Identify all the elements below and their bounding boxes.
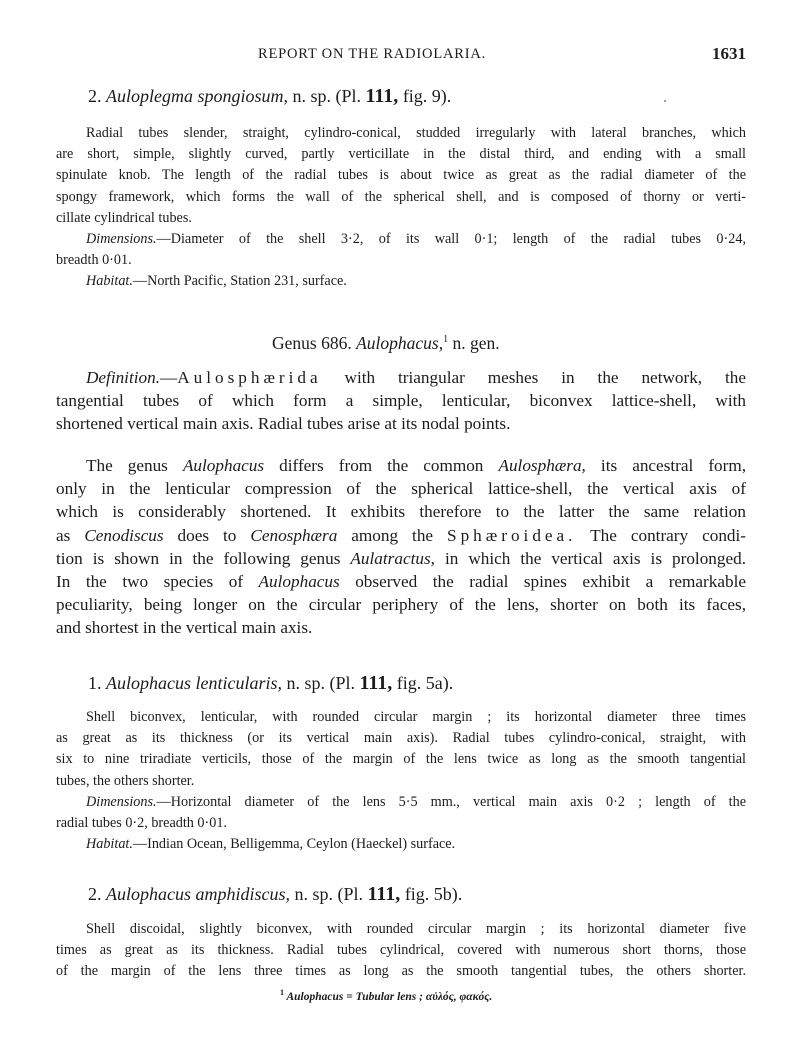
page-number: 1631 xyxy=(712,44,746,63)
species-description-lenticularis: Shell biconvex, lenticular, with rounded circular margin ; its horizontal diameter three times as great as its thickness (or its vertical main axis). Radial tubes cylindro-conical, straight, with six to nine triradiate verticils, those of the margin of the lens twice as long as the smooth tangential tubes, the others shorter. Dimensions.—Horizontal diameter of the lens 5·5 mm., vertical main axis 0·2 ; length of the radial tubes 0·2, breadth 0·01. Habitat.—Indian Ocean, Belligemma, Ceylon (Haeckel) surface. xyxy=(56,707,746,855)
plate-number: 111, xyxy=(359,672,393,694)
dimensions-line: Dimensions.—Diameter of the shell 3·2, of its wall 0·1; length of the radial tubes 0·24, xyxy=(86,231,746,248)
genus-discussion: The genus Aulophacus differs from the common Aulosphæra, its ancestral form, only in the lenticular compression of the spherical lattice-shell, the vertical axis of which is considerably shortened. It exhibits therefore to the latter the same relation as Cenodiscus does to Cenosphæra among the Sphæroidea. The contrary condi- tion is shown in the following genus Aulatractus, in which the vertical axis is prolonged. In the two species of Aulophacus observed the radial spines exhibit a remarkable peculiarity, being longer on the circular periphery of the lens, shorter on both its faces, and shortest in the vertical main axis. xyxy=(56,456,747,638)
species-description-amphidiscus: Shell discoidal, slightly biconvex, with rounded circular margin ; its horizontal diameter five times as great as its thickness. Radial tubes cylindrical, covered with numerous short thorns, those of the margin of the lens three times as long as the smooth tangential tubes, the others shorter. xyxy=(56,921,746,980)
dimensions-line: Dimensions.—Horizontal diameter of the lens 5·5 mm., vertical main axis 0·2 ; length of the xyxy=(86,793,746,810)
footnote-marker: 1 xyxy=(443,334,449,346)
species-heading-lenticularis: 1. Aulophacus lenticularis, n. sp. (Pl. 111, fig. 5a). xyxy=(88,672,454,694)
species-description-auloplegma: Radial tubes slender, straight, cylindro-conical, studded irregularly with lateral branches, which are short, simple, slightly curved, partly verticillate in the distal third, and ending with a small spinulate knob. The length of the radial tubes is about twice as great as the radial diameter of the spongy framework, which forms the wall of the spherical shell, and is composed of thorny or verti- cillate cylindrical tubes. Dimensions.—Diameter of the shell 3·2, of its wall 0·1; length of the radial tubes 0·24, breadth 0·01. Habitat.—North Pacific, Station 231, surface. xyxy=(56,123,746,293)
species-name: Aulophacus lenticularis, xyxy=(106,673,282,693)
genus-name: Aulophacus, xyxy=(356,333,444,353)
habitat-line: Habitat.—North Pacific, Station 231, surface. xyxy=(86,273,347,290)
footnote-number: 1 xyxy=(280,988,284,997)
running-head xyxy=(0,44,800,68)
species-heading-amphidiscus: 2. Aulophacus amphidiscus, n. sp. (Pl. 111, fig. 5b). xyxy=(88,883,463,905)
plate-number: 111, xyxy=(365,85,399,107)
species-name: Auloplegma spongiosum, xyxy=(106,86,288,106)
ink-speck xyxy=(664,100,666,102)
species-name: Aulophacus amphidiscus, xyxy=(106,884,290,904)
species-heading-auloplegma: 2. Auloplegma spongiosum, n. sp. (Pl. 111, fig. 9). xyxy=(88,85,452,107)
habitat-line: Habitat.—Indian Ocean, Belligemma, Ceylon (Haeckel) surface. xyxy=(86,836,456,853)
plate-number: 111, xyxy=(367,883,401,905)
genus-definition: Definition.—Aulosphærida with triangular meshes in the network, the tangential tubes of which form a simple, lenticular, biconvex lattice-shell, with shortened vertical main axis. Radial tubes arise at its nodal points. xyxy=(56,368,746,434)
running-title: REPORT ON THE RADIOLARIA. xyxy=(258,46,487,62)
definition-label: Definition. xyxy=(86,368,160,387)
footnote: $^1$ Aulophacus = Tubular lens ; αὐλός, φακός. xyxy=(280,988,493,1003)
genus-heading: Genus 686. Aulophacus,$^1$ n. gen. xyxy=(272,333,500,353)
